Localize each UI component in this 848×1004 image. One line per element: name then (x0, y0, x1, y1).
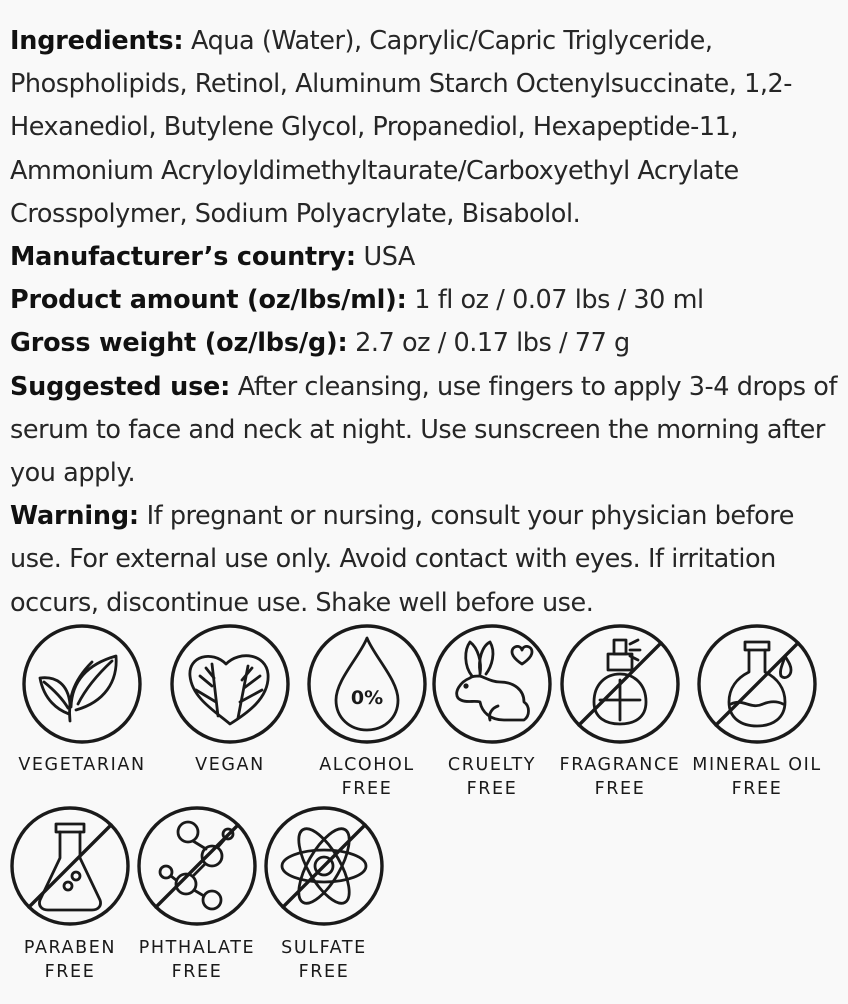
atom-icon (254, 804, 394, 934)
badge-label: SULFATE (281, 938, 367, 958)
suggested-use-label: Suggested use: (10, 371, 231, 402)
badge-fragrance-free (550, 620, 690, 800)
rabbit-icon (420, 620, 564, 750)
badge-sublabel: FREE (298, 962, 350, 982)
country-value: USA (363, 242, 415, 273)
badge-cruelty-free (420, 620, 564, 800)
leaf-icon (0, 620, 164, 750)
drop-percent: 0% (350, 687, 384, 709)
amount-label: Product amount (oz/lbs/ml): (10, 285, 407, 316)
badge-sublabel: FREE (44, 962, 96, 982)
badge-sublabel: FREE (466, 779, 518, 799)
badge-sulfate-free (254, 804, 394, 984)
warning-label: Warning: (10, 501, 139, 532)
badge-sublabel: FREE (171, 962, 223, 982)
gross-weight-value: 2.7 oz / 0.17 lbs / 77 g (355, 328, 630, 359)
conical-flask-icon (0, 804, 140, 934)
gross-weight-label: Gross weight (oz/lbs/g): (10, 328, 348, 359)
badge-label: MINERAL OIL (692, 755, 822, 775)
warning-row (10, 495, 844, 625)
ingredients-label: Ingredients: (10, 26, 184, 56)
country-label: Manufacturer’s country: (10, 242, 356, 273)
amount-row (10, 279, 844, 322)
heart-leaf-icon (150, 620, 310, 750)
badge-label: FRAGRANCE (559, 755, 681, 775)
warning-value: If pregnant or nursing, consult your physician before use. For external use only. Avoid contact with eyes. If irritation occurs, discontinue use. Shake well before use. (10, 501, 795, 618)
badge-label: ALCOHOL (319, 755, 415, 775)
badge-sublabel: FREE (594, 779, 646, 799)
badge-phthalate-free (128, 804, 266, 984)
badge-sublabel: FREE (731, 779, 783, 799)
badge-label: PHTHALATE (138, 938, 256, 958)
badge-label: VEGETARIAN (18, 755, 146, 775)
ingredients-row (10, 20, 844, 236)
badge-paraben-free (0, 804, 140, 984)
badge-label: CRUELTY (447, 755, 537, 775)
badge-mineral-oil-free (689, 620, 825, 800)
badge-vegan (150, 620, 310, 790)
molecule-icon (128, 804, 266, 934)
country-row (10, 236, 844, 279)
suggested-use-row (10, 366, 844, 496)
badge-label: VEGAN (195, 755, 265, 775)
perfume-bottle-icon (550, 620, 690, 750)
gross-weight-row (10, 322, 844, 365)
amount-value: 1 fl oz / 0.07 lbs / 30 ml (414, 285, 704, 316)
badge-sublabel: FREE (341, 779, 393, 799)
badge-vegetarian (0, 620, 164, 790)
flask-icon (689, 620, 825, 750)
badge-label: PARABEN (23, 938, 117, 958)
ingredients-value: Aqua (Water), Caprylic/Capric Triglyceride, Phospholipids, Retinol, Aluminum Starch Octenylsuccinate, 1,2-Hexanediol, Butylene Glycol, Propanediol, Hexapeptide-11, Ammonium Acryloyldimethyltaurate/Carboxyethyl Acrylate Crosspolymer, Sodium Polyacrylate, Bisabolol. (10, 26, 793, 229)
product-details (10, 20, 844, 625)
suggested-use-value: After cleansing, use fingers to apply 3-4 drops of serum to face and neck at night. Use sunscreen the morning after you apply. (10, 371, 837, 489)
